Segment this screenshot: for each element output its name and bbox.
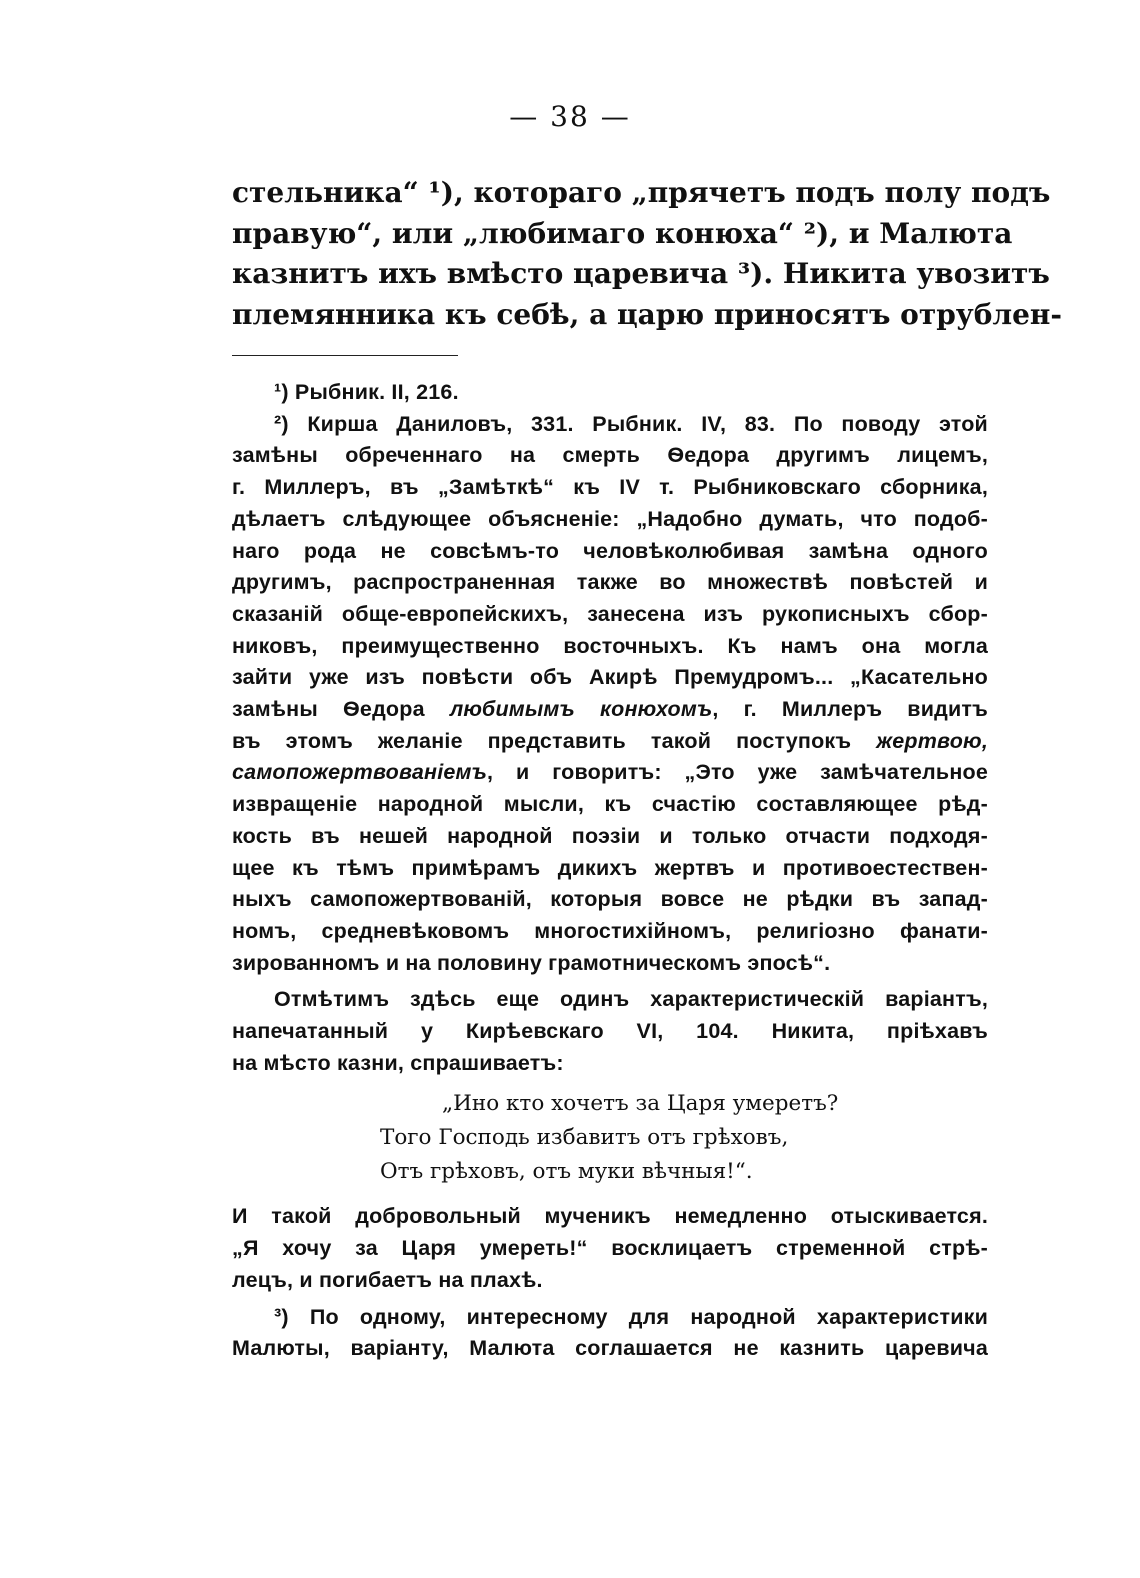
footnote-1 xyxy=(232,377,988,409)
footnote-2-line: зированномъ и на половину грамотническомъ эпосѣ“. xyxy=(232,950,831,975)
footnote-text: Рыбник. II, 216. xyxy=(294,380,459,404)
footnote-2-line: номъ, средневѣковомъ многостихійномъ, религіозно фанати- xyxy=(232,918,988,943)
footnote-3-line xyxy=(232,1302,988,1334)
text-run: замѣны Ѳедора xyxy=(232,697,450,722)
footnote-2-paragraph-line: Отмѣтимъ здѣсь еще одинъ характеристическій варіантъ, xyxy=(274,987,988,1012)
footnote-2-paragraph-line: напечатанный у Кирѣевскаго VI, 104. Никита, пріѣхавъ xyxy=(232,1019,988,1044)
poem-line: „Ино кто хочетъ за Царя умеретъ? xyxy=(442,1091,839,1117)
footnote-2-line xyxy=(232,726,988,758)
footnote-2-line xyxy=(232,694,988,726)
footnote-2-line: г. Миллеръ, въ „Замѣткѣ“ къ IV т. Рыбниковскаго сборника, xyxy=(232,475,988,500)
main-line: племянника къ себѣ, а царю приносятъ отрублен- xyxy=(232,297,1063,331)
footnote-2-paragraph-line: „Я хочу за Царя умереть!“ восклицаетъ стременной стрѣ- xyxy=(232,1236,988,1261)
footnote-divider xyxy=(232,355,458,356)
main-text xyxy=(232,173,1063,335)
footnote-2-line: наго рода не совсѣмъ-то человѣколюбивая замѣна одного xyxy=(232,538,988,563)
footnotes xyxy=(232,377,988,1365)
poem-quote xyxy=(232,1087,988,1189)
footnote-marker: ²) xyxy=(274,411,289,436)
footnote-marker: ³) xyxy=(274,1304,289,1329)
main-line: казнитъ ихъ вмѣсто царевича ³). Никита увозитъ xyxy=(232,257,1050,290)
footnote-3-line: Малюты, варіанту, Малюта соглашается не казнить царевича xyxy=(232,1336,988,1361)
footnote-2-line: замѣны обреченнаго на смерть Ѳедора другимъ лицемъ, xyxy=(232,443,988,468)
footnote-2-line: дѣлаетъ слѣдующее объясненіе: „Надобно думать, что подоб- xyxy=(232,506,988,531)
footnote-text: Кирша Даниловъ, 331. Рыбник. IV, 83. По поводу этой xyxy=(307,411,988,436)
main-line: стельника“ ¹), котораго „прячетъ подъ полу подъ xyxy=(232,176,1051,209)
poem-line: Отъ грѣховъ, отъ муки вѣчныя!“. xyxy=(380,1159,753,1185)
footnote-marker: ¹) xyxy=(274,380,289,404)
footnote-2-line: извращеніе народной мысли, къ счастію составляющее рѣд- xyxy=(232,792,988,817)
main-line: правую“, или „любимаго конюха“ ²), и Малюта xyxy=(232,216,1013,250)
italic-run: самопожертвованіемъ xyxy=(232,760,488,785)
footnote-2-line xyxy=(232,409,988,441)
text-run: , г. Миллеръ видитъ xyxy=(712,697,988,722)
footnote-2-line: сказаній обще-европейскихъ, занесена изъ рукописныхъ сбор- xyxy=(232,601,988,626)
footnote-2-paragraph-line: лецъ, и погибаетъ на плахѣ. xyxy=(232,1267,543,1292)
text-run: , и говоритъ: „Это уже замѣчательное xyxy=(487,760,988,785)
footnote-2-line: щее къ тѣмъ примѣрамъ дикихъ жертвъ и противоестествен- xyxy=(232,855,988,880)
footnote-2-line: ныхъ самопожертвованій, которыя вовсе не рѣдки въ запад- xyxy=(232,887,988,912)
footnote-2-line: кость въ нешей народной поэзіи и только отчасти подходя- xyxy=(232,823,988,848)
footnote-2-line: другимъ, распространенная также во множествѣ повѣстей и xyxy=(232,570,988,595)
italic-run: любимымъ конюхомъ xyxy=(449,697,713,722)
footnote-2-line xyxy=(232,757,988,789)
footnote-2-paragraph-line: на мѣсто казни, спрашиваетъ: xyxy=(232,1050,564,1075)
page-number: — 38 — xyxy=(509,100,631,133)
footnote-text: По одному, интересному для народной характеристики xyxy=(309,1304,988,1329)
poem-line: Того Господь избавитъ отъ грѣховъ, xyxy=(380,1125,789,1151)
italic-run: жертвою, xyxy=(876,728,988,753)
footnote-2-line: никовъ, преимущественно восточныхъ. Къ намъ она могла xyxy=(232,633,988,658)
footnote-2-line: зайти уже изъ повѣсти объ Акирѣ Премудромъ... „Касательно xyxy=(232,665,988,690)
text-run: въ этомъ желаніе представить такой поступокъ xyxy=(232,728,877,753)
footnote-2-paragraph-line: И такой добровольный мученикъ немедленно отыскивается. xyxy=(232,1204,988,1229)
